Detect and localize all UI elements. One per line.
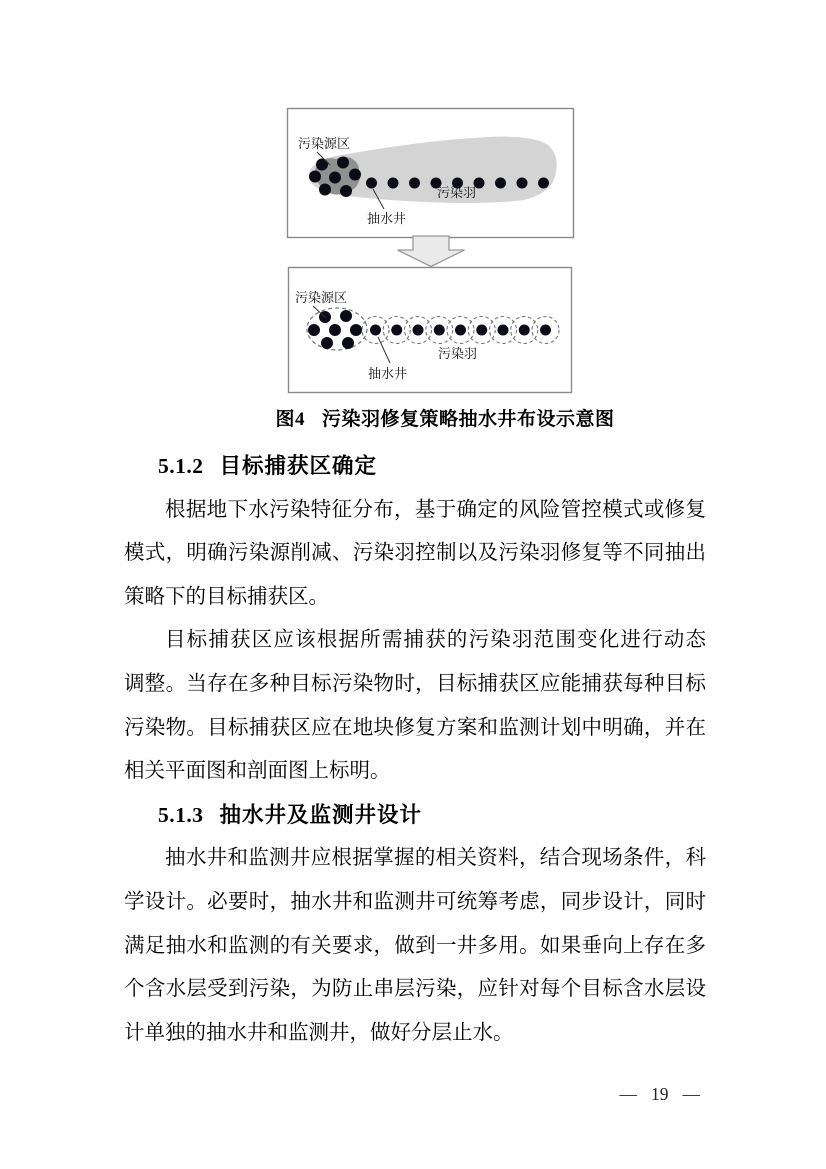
paragraph: [124, 619, 706, 793]
text-line: 调整。当存在多种目标污染物时，目标捕获区应能捕获每种目标: [124, 672, 706, 695]
section-title: 目标捕获区确定: [219, 454, 378, 478]
section-heading-513: [124, 794, 706, 838]
source-zone-label: 污染源区: [298, 136, 351, 151]
text-line: 目标捕获区应该根据所需捕获的污染羽范围变化进行动态: [165, 629, 706, 652]
text-line: 模式，明确污染源削减、污染羽控制以及污染羽修复等不同抽出: [124, 542, 706, 565]
down-arrow-icon: [398, 236, 465, 267]
text-line: 计单独的抽水井和监测井，做好分层止水。: [124, 1021, 514, 1044]
text-line: 根据地下水污染特征分布，基于确定的风险管控模式或修复: [165, 498, 706, 521]
page-number-dash-left: —: [619, 1084, 637, 1104]
figure-caption-number: 图4: [275, 409, 305, 430]
figure-plume-diagram: [0, 100, 826, 400]
text-line: 个含水层受到污染，为防止串层污染，应针对每个目标含水层设: [124, 978, 706, 1001]
pumping-well-label: 抽水井: [367, 211, 407, 226]
pumping-well-label: 抽水井: [368, 366, 408, 381]
source-zone-label: 污染源区: [295, 290, 348, 305]
section-heading-512: [124, 445, 706, 489]
section-number: 5.1.3: [158, 802, 204, 827]
paragraph: [124, 837, 706, 1055]
plume-label: 污染羽: [437, 185, 477, 200]
paragraph: [124, 489, 706, 620]
section-number: 5.1.2: [158, 454, 204, 478]
text-line: 污染物。目标捕获区应在地块修复方案和监测计划中明确，并在: [124, 716, 706, 739]
text-line: 满足抽水和监测的有关要求，做到一井多用。如果垂向上存在多: [124, 934, 706, 957]
section-title: 抽水井及监测井设计: [219, 802, 423, 827]
text-line: 相关平面图和剖面图上标明。: [124, 760, 391, 783]
figure-caption-text: 污染羽修复策略抽水井布设示意图: [322, 409, 615, 430]
text-line: 学设计。必要时，抽水井和监测井可统筹考虑，同步设计，同时: [124, 890, 706, 913]
page-number-value: 19: [651, 1084, 669, 1104]
figure-top-panel: [288, 109, 574, 238]
text-line: 抽水井和监测井应根据掌握的相关资料，结合现场条件，科: [165, 847, 706, 870]
document-body: [124, 445, 706, 1055]
page-number: [620, 1084, 701, 1105]
pumping-well-row: [370, 325, 551, 336]
plume-label: 污染羽: [438, 346, 478, 361]
text-line: 策略下的目标捕获区。: [124, 585, 329, 608]
figure-caption: [145, 404, 745, 431]
page-number-dash-right: —: [682, 1084, 700, 1104]
figure-bottom-panel: [289, 268, 572, 393]
